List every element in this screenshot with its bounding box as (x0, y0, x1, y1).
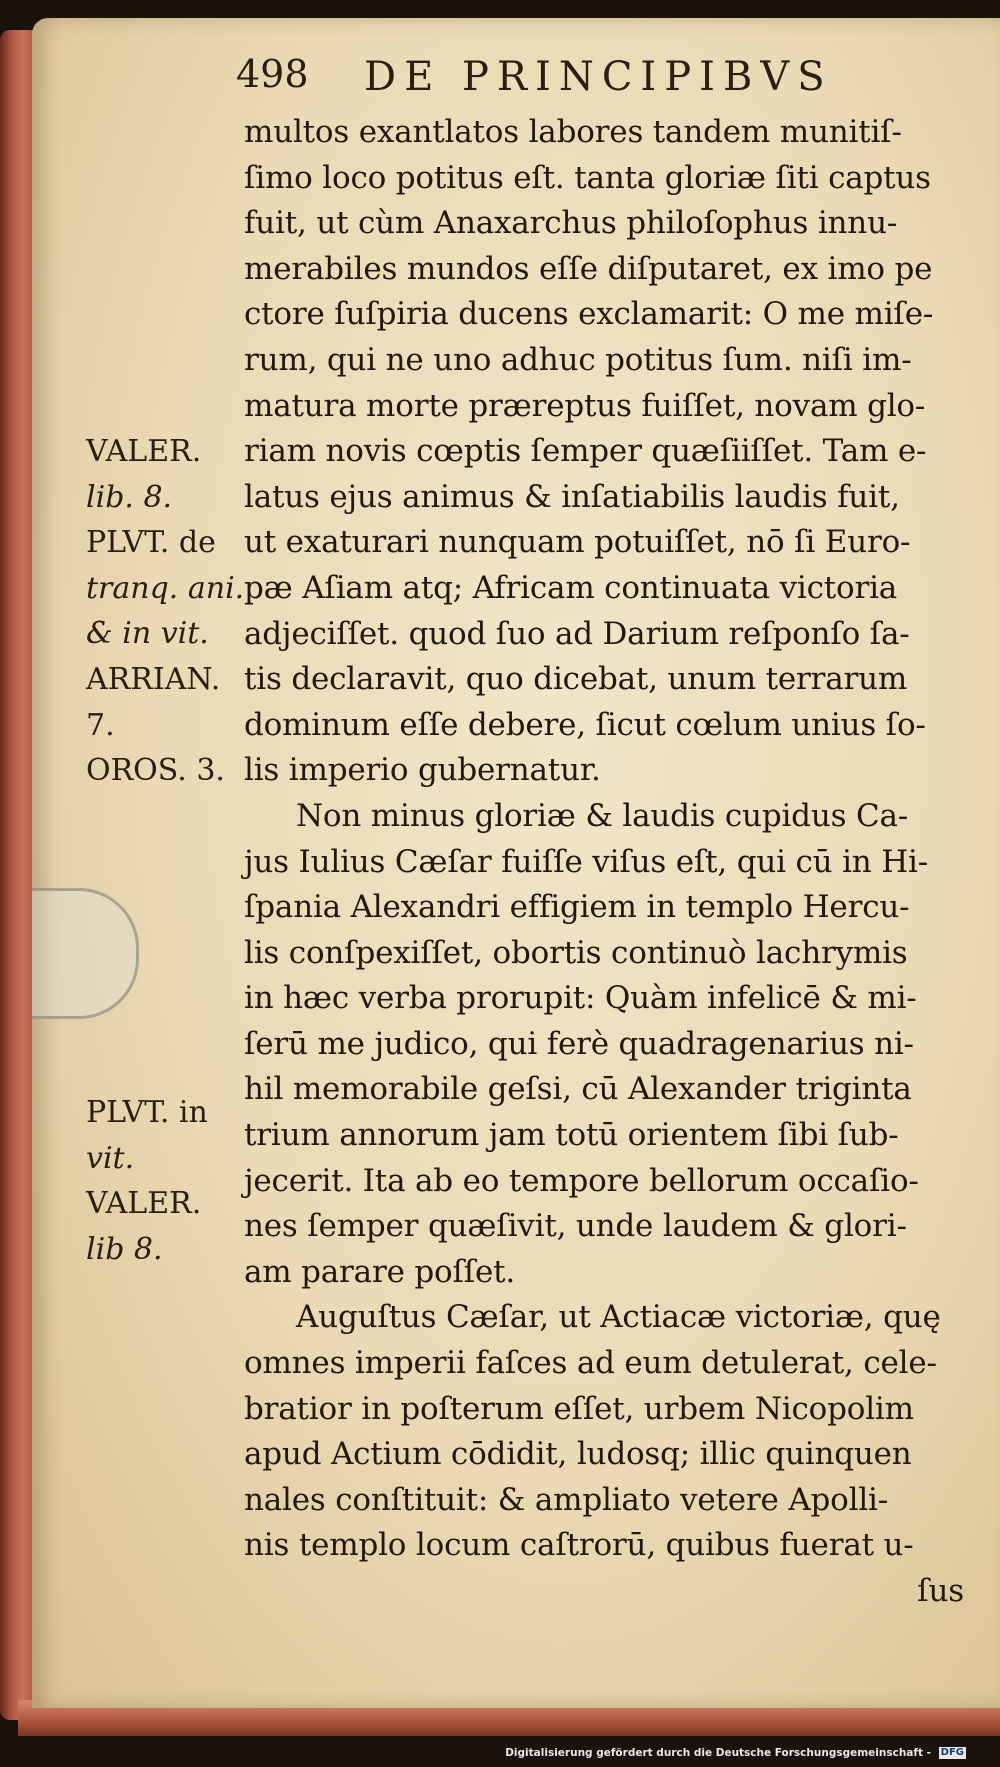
text-line: nes ſemper quæſivit, unde laudem & glori- (244, 1208, 907, 1245)
margin-note-line: VALER. (86, 1186, 202, 1222)
margin-note-line: PLVT. de (86, 525, 216, 561)
main-text (244, 110, 964, 1615)
text-line: in hæc verba prorupit: Quàm infelicē & mi- (244, 980, 917, 1017)
text-line: fuit, ut cùm Anaxarchus philoſophus innu- (244, 205, 898, 242)
text-line: am parare poſſet. (244, 1253, 516, 1290)
margin-note-line: ARRIAN. (86, 661, 221, 697)
running-title: DE PRINCIPIBVS (364, 54, 833, 100)
margin-note-line: VALER. (86, 434, 202, 469)
text-line: hil memorabile geſsi, cū Alexander triginta (244, 1071, 912, 1108)
page-number: 498 (236, 52, 309, 96)
text-line: Non minus gloriæ & laudis cupidus Ca- (296, 797, 909, 834)
text-line: dominum eſſe debere, ſicut cœlum unius ſo- (244, 706, 926, 743)
margin-note-line: lib. 8. (86, 479, 173, 515)
text-line: jus Iulius Cæſar fuiſſe viſus eſt, qui cū in Hi- (244, 843, 929, 880)
margin-note-line: lib 8. (86, 1231, 163, 1267)
text-line: nis templo locum caſtrorū, quibus fuerat u- (244, 1527, 914, 1564)
margin-note-line: 7. (86, 707, 115, 743)
margin-note-line: tranq. ani. (86, 570, 245, 606)
text-line: omnes imperii faſces ad eum detulerat, cele- (244, 1345, 937, 1382)
text-line: trium annorum jam totū orientem ſibi ſub- (244, 1117, 899, 1154)
text-line: rum, qui ne uno adhuc potitus ſum. niſi im- (244, 341, 912, 378)
text-line: ſerū me judico, qui ferè quadragenarius ni- (244, 1025, 914, 1062)
text-line: jecerit. Ita ab eo tempore bellorum occaſio- (244, 1162, 919, 1199)
margin-note (86, 429, 256, 794)
text-line: merabiles mundos eſſe diſputaret, ex imo pe (244, 250, 933, 287)
digitization-credit (505, 1747, 966, 1759)
text-line: lis conſpexiſſet, obortis continuò lachrymis (244, 934, 908, 971)
text-line: bratior in poſterum eſſet, urbem Nicopolim (244, 1390, 914, 1427)
text-line: apud Actium cōdidit, ludosq; illic quinquen (244, 1436, 912, 1473)
margin-note-line: OROS. 3. (86, 753, 225, 789)
catchword: ſus (917, 1573, 964, 1609)
page-clip (32, 888, 139, 1019)
text-line: adjeciſſet. quod ſuo ad Darium reſponſo ſa- (244, 615, 910, 652)
text-line: matura morte præreptus fuiſſet, novam glo- (244, 387, 926, 424)
text-line: nales conſtituit: & ampliato vetere Apolli- (244, 1481, 889, 1518)
text-line: ctore ſuſpiria ducens exclamarit: O me miſe- (244, 296, 934, 333)
text-line: lis imperio gubernatur. (244, 752, 601, 789)
text-line: Auguſtus Cæſar, ut Actiacæ victoriæ, quę (296, 1299, 941, 1336)
margin-note-line: vit. (86, 1140, 135, 1176)
text-line: multos exantlatos labores tandem munitiſ- (244, 114, 902, 150)
credit-text: Digitalisierung gefördert durch die Deutsche Forschungsgemeinschaft - (505, 1747, 931, 1759)
margin-note-line: & in vit. (86, 616, 209, 652)
text-line: riam novis cœptis ſemper quæſiiſſet. Tam e- (244, 433, 927, 470)
text-line: latus ejus animus & inſatiabilis laudis fuit, (244, 478, 900, 515)
margin-note-line: PLVT. in (86, 1095, 208, 1130)
text-line: tis declaravit, quo dicebat, unum terrarum (244, 661, 908, 698)
text-line: pæ Aſiam atq; Africam continuata victoria (244, 569, 898, 606)
text-line: ut exaturari nunquam potuiſſet, nō ſi Euro- (244, 524, 911, 561)
text-line: ſpania Alexandri effigiem in templo Hercu- (244, 889, 910, 926)
margin-note (86, 1090, 256, 1272)
text-line: ſimo loco potitus eſt. tanta gloriæ ſiti captus (244, 159, 931, 196)
dfg-logo: DFG (940, 1747, 964, 1758)
running-head (236, 52, 886, 112)
